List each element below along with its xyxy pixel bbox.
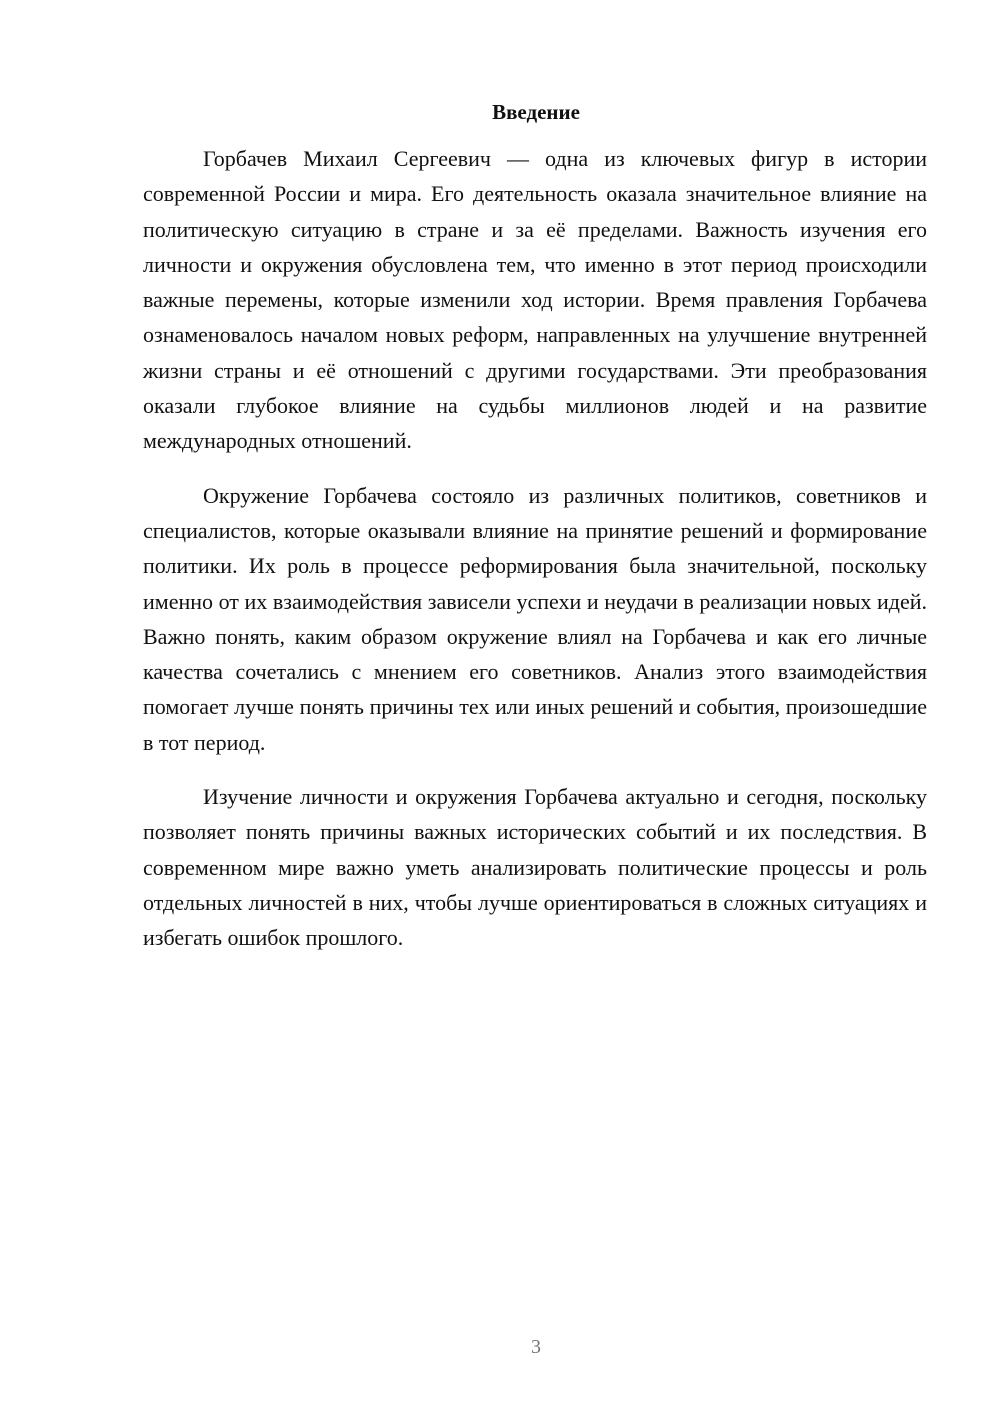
- paragraph-2: Окружение Горбачева состояло из различных политиков, советников и специалистов, которые оказывали влияние на принятие решений и формирование политики. Их роль в процессе реформирования была значительной, поскольку именно от их взаимодействия зависели успехи и неудачи в реализации новых идей. Важно понять, каким образом окружение влиял на Горбачева и как его личные качества сочетались с мнением его советников. Анализ этого взаимодействия помогает лучше понять причины тех или иных решений и события, произошедшие в тот период.: [143, 482, 927, 755]
- paragraph-1: Горбачев Михаил Сергеевич — одна из ключевых фигур в истории современной России и мира. Его деятельность оказала значительное влияние на политическую ситуацию в стране и за её пределами. Важность изучения его личности и окружения обусловлена тем, что именно в этот период происходили важные перемены, которые изменили ход истории. Время правления Горбачева ознаменовалось началом новых реформ, направленных на улучшение внутренней жизни страны и её отношений с другими государствами. Эти преобразования оказали глубокое влияние на судьбы миллионов людей и на развитие международных отношений.: [143, 146, 927, 454]
- body-text: [143, 141, 927, 975]
- paragraph-3: Изучение личности и окружения Горбачева актуально и сегодня, поскольку позволяет понять причины важных исторических событий и их последствия. В современном мире важно уметь анализировать политические процессы и роль отдельных личностей в них, чтобы лучше ориентироваться в сложных ситуациях и избегать ошибок прошлого.: [143, 784, 927, 951]
- page-number: 3: [531, 1336, 541, 1358]
- section-heading: Введение: [492, 100, 580, 124]
